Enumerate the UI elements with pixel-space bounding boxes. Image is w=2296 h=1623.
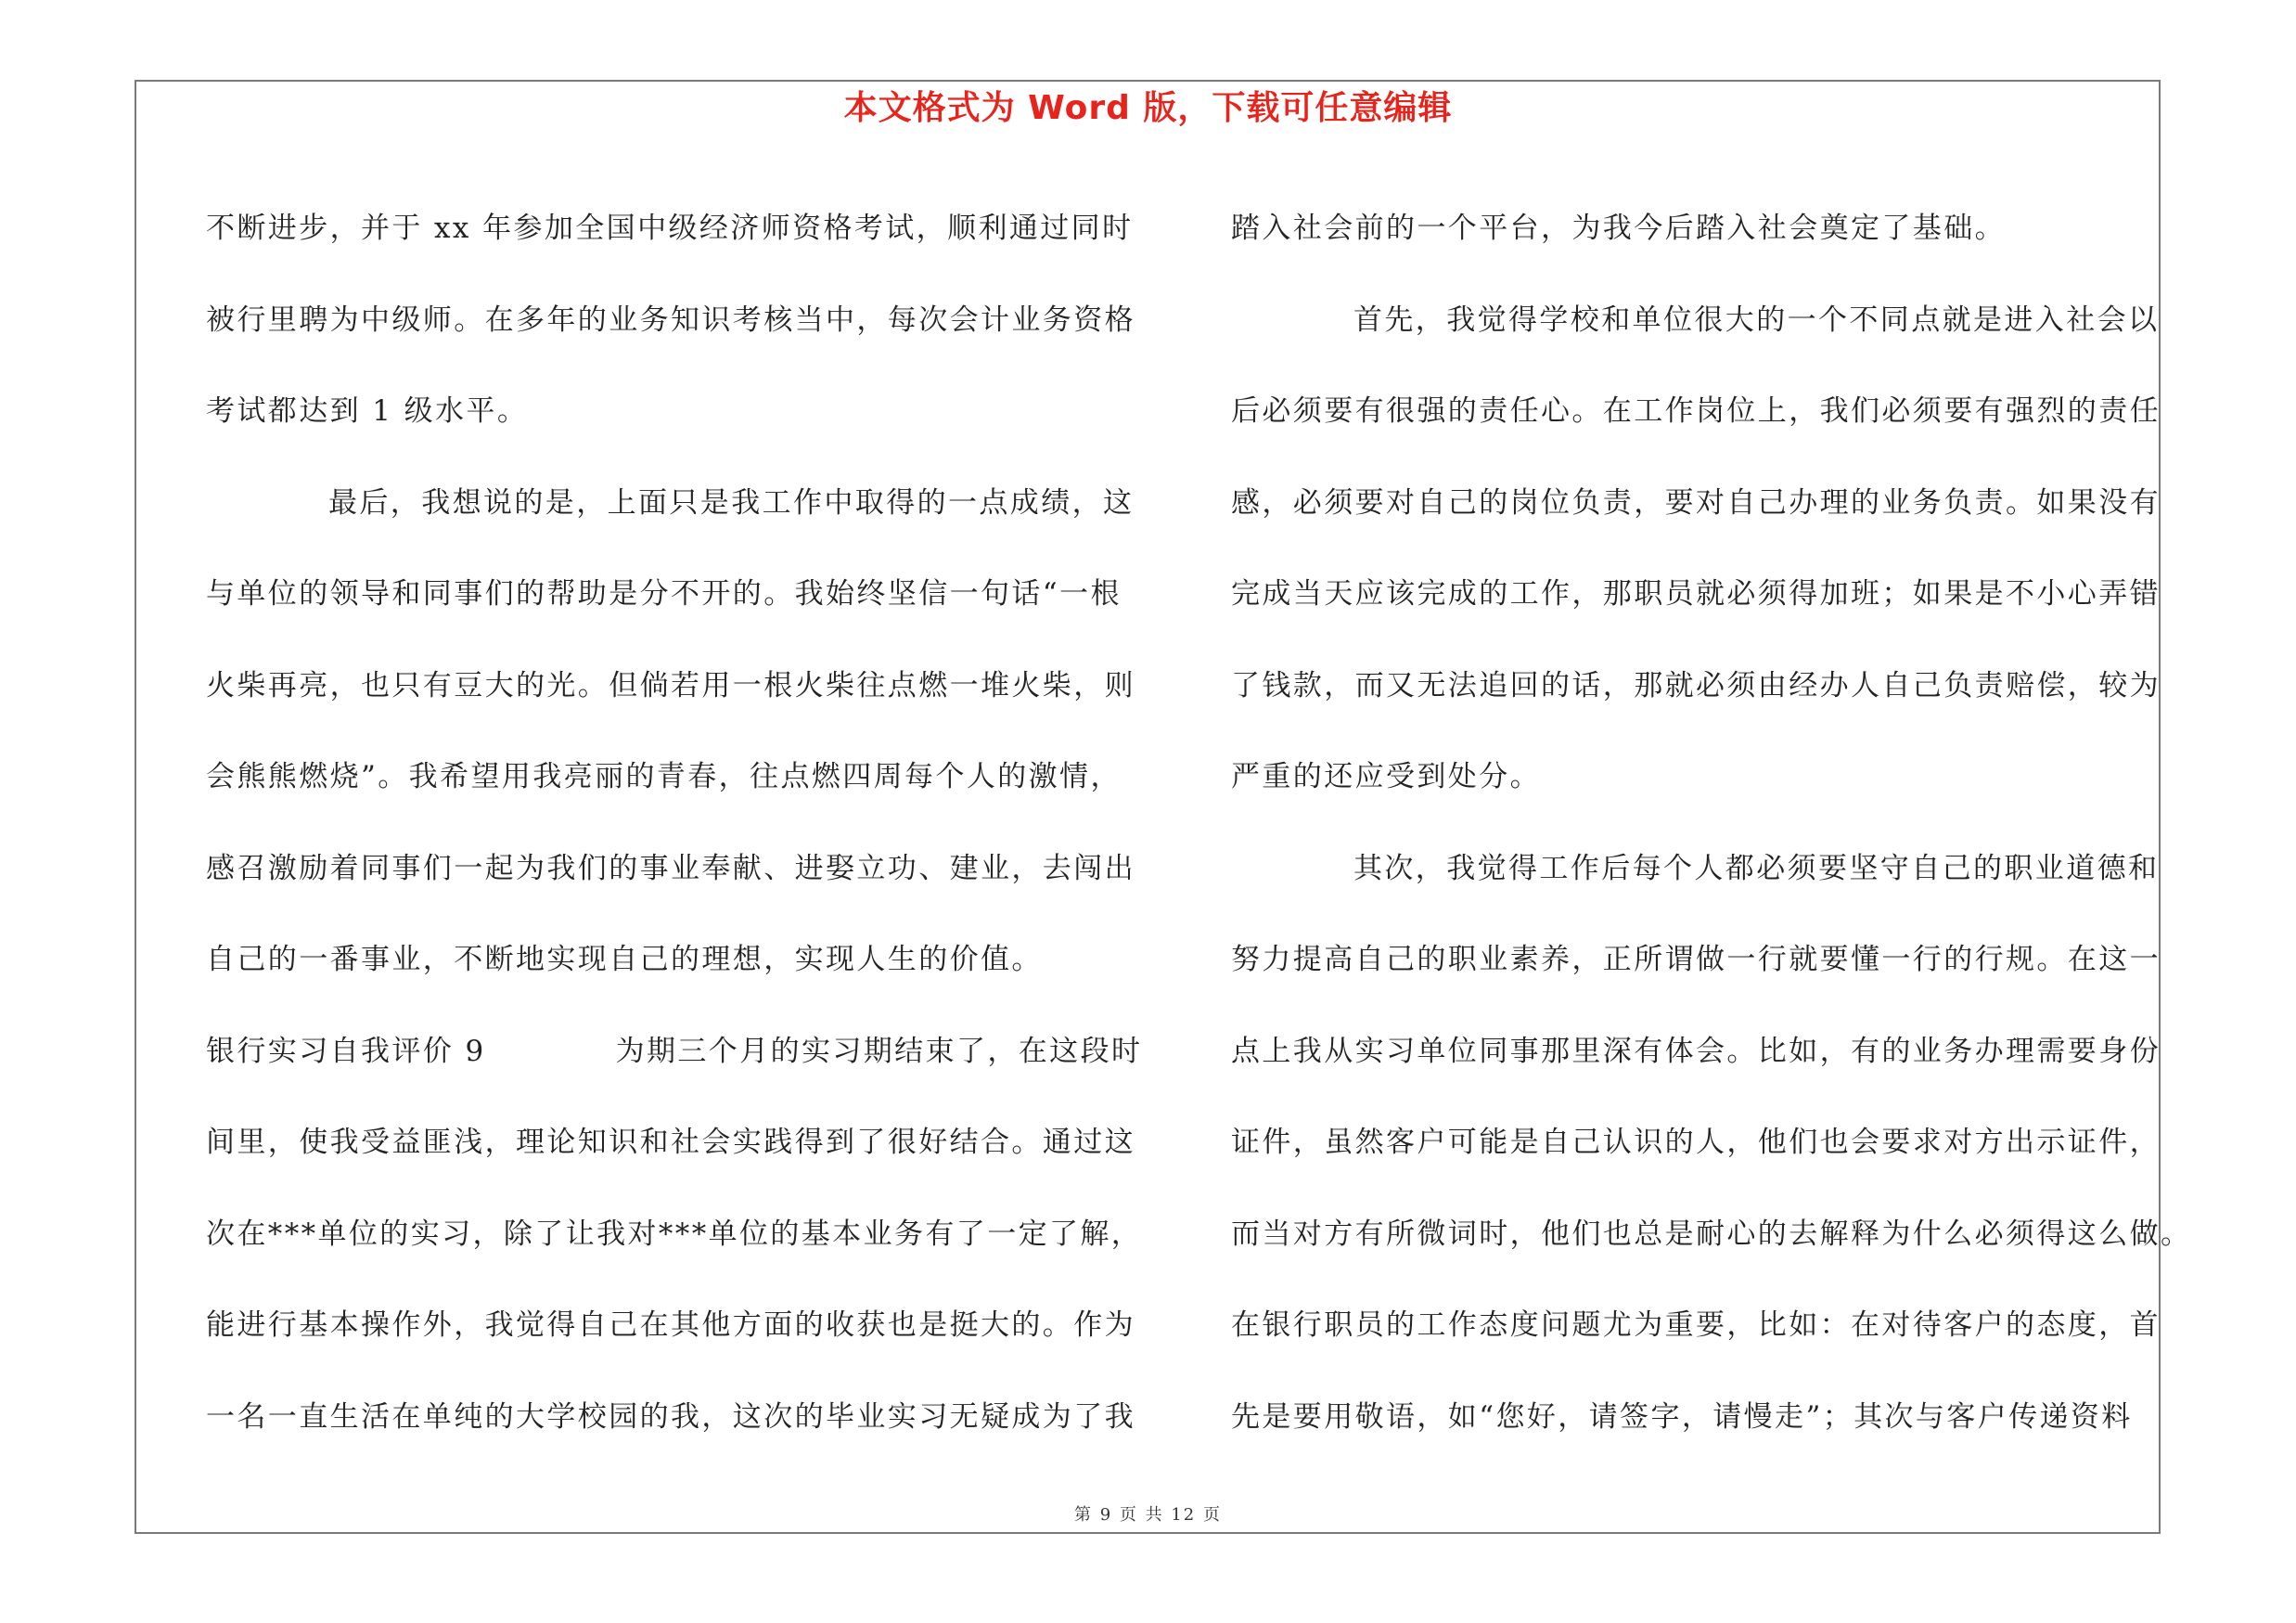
- right-column: [1231, 183, 2192, 1462]
- text-line: 感召激励着同事们一起为我们的事业奉献、进娶立功、建业，去闯出: [206, 851, 1135, 885]
- text-line: 了钱款，而又无法追回的话，那就必须由经办人自己负责赔偿，较为: [1231, 668, 2161, 702]
- text-line: 踏入社会前的一个平台，为我今后踏入社会奠定了基础。: [1231, 212, 2006, 245]
- text-line: 被行里聘为中级师。在多年的业务知识考核当中，每次会计业务资格: [206, 303, 1135, 337]
- text-line: 次在***单位的实习，除了让我对***单位的基本业务有了一定了解，: [206, 1217, 1143, 1251]
- left-column: [206, 183, 1143, 1462]
- text-line: 努力提高自己的职业素养，正所谓做一行就要懂一行的行规。在这一: [1231, 943, 2161, 976]
- text-line: 其次，我觉得工作后每个人都必须要坚守自己的职业道德和: [1353, 851, 2160, 885]
- text-line: 自己的一番事业，不断地实现自己的理想，实现人生的价值。: [206, 943, 1043, 976]
- section-heading-text: 为期三个月的实习期结束了，在这段时: [615, 1034, 1143, 1068]
- page-number-footer: 第 9 页 共 12 页: [1074, 1505, 1222, 1525]
- section-heading: 银行实习自我评价 9: [206, 1034, 486, 1068]
- section-heading-line: [206, 1006, 1143, 1098]
- text-line: 与单位的领导和同事们的帮助是分不开的。我始终坚信一句话“一根: [206, 577, 1122, 611]
- text-line: 一名一直生活在单纯的大学校园的我，这次的毕业实习无疑成为了我: [206, 1399, 1135, 1434]
- text-line: 能进行基本操作外，我觉得自己在其他方面的收获也是挺大的。作为: [206, 1308, 1135, 1342]
- text-line: 在银行职员的工作态度问题尤为重要，比如：在对待客户的态度，首: [1231, 1308, 2161, 1342]
- text-line: 证件，虽然客户可能是自己认识的人，他们也会要求对方出示证件，: [1231, 1126, 2161, 1159]
- text-line: 会熊熊燃烧”。我希望用我亮丽的青春，往点燃四周每个人的激情，: [206, 760, 1122, 793]
- text-line: 先是要用敬语，如“您好，请签字，请慢走”；其次与客户传递资料: [1231, 1399, 2133, 1434]
- text-line: 火柴再亮，也只有豆大的光。但倘若用一根火柴往点燃一堆火柴，则: [206, 668, 1135, 702]
- text-line: 严重的还应受到处分。: [1231, 760, 1541, 793]
- text-line: 间里，使我受益匪浅，理论知识和社会实践得到了很好结合。通过这: [206, 1126, 1135, 1159]
- text-line: 感，必须要对自己的岗位负责，要对自己办理的业务负责。如果没有: [1231, 485, 2161, 520]
- text-line: 完成当天应该完成的工作，那职员就必须得加班；如果是不小心弄错: [1231, 577, 2161, 611]
- text-line: 点上我从实习单位同事那里深有体会。比如，有的业务办理需要身份: [1231, 1034, 2161, 1068]
- text-line: 首先，我觉得学校和单位很大的一个不同点就是进入社会以: [1353, 303, 2160, 337]
- format-banner: 本文格式为 Word 版，下载可任意编辑: [843, 89, 1453, 127]
- text-line: 考试都达到 1 级水平。: [206, 394, 529, 428]
- text-line: 最后，我想说的是，上面只是我工作中取得的一点成绩，这: [328, 485, 1135, 520]
- text-line: 而当对方有所微词时，他们也总是耐心的去解释为什么必须得这么做。: [1231, 1217, 2192, 1251]
- text-line: 后必须要有很强的责任心。在工作岗位上，我们必须要有强烈的责任: [1231, 394, 2161, 428]
- text-line: 不断进步，并于 xx 年参加全国中级经济师资格考试，顺利通过同时: [206, 212, 1134, 245]
